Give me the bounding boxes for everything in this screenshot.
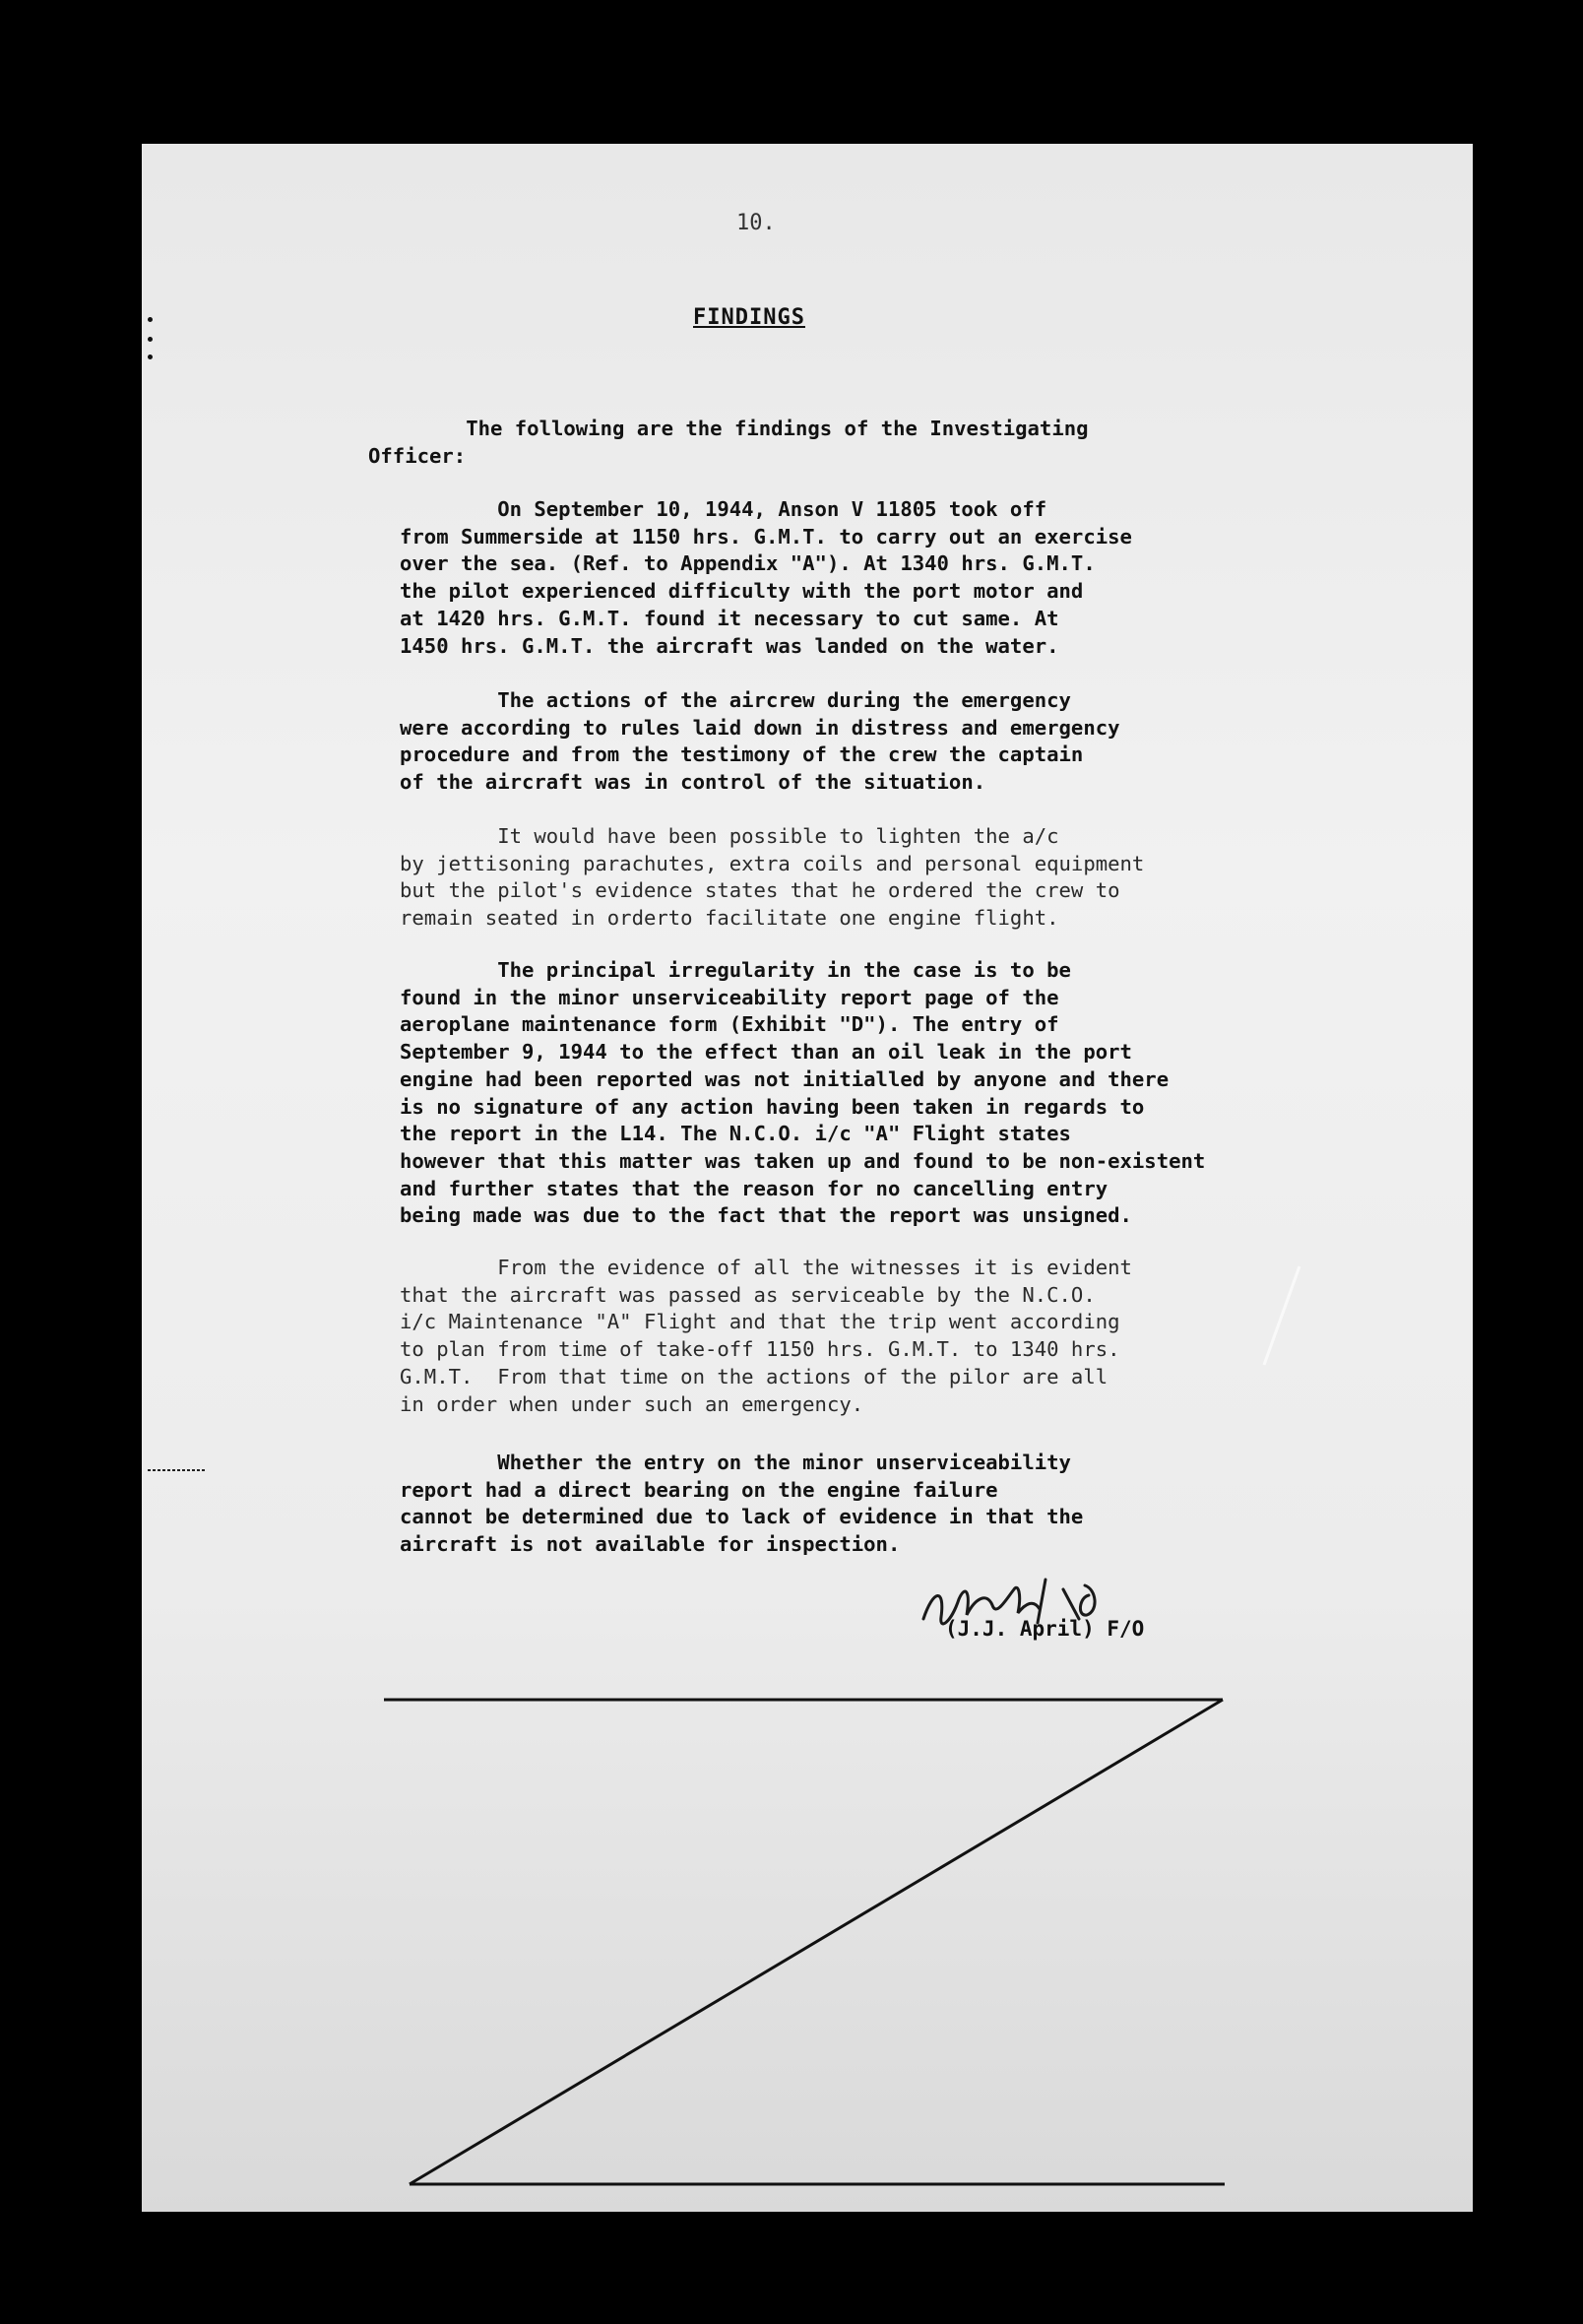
- jettison-paragraph: It would have been possible to lighten the a/c by jettisoning parachutes, extra coils and personal equipment but the pilot's evidence states that he ordered the crew to remain seated in orderto facilitate one engine flight.: [400, 824, 1145, 931]
- evidence-paragraph: From the evidence of all the witnesses it is evident that the aircraft was passed as serviceable by the N.C.O. i/c Maintenance "A" Flight and that the trip went according to plan from time of take-off 1150 hrs. G.M.T. to 1340 hrs. G.M.T. From that time on the actions of the pilor are all in order when under such an emergency.: [400, 1256, 1132, 1416]
- aircrew-actions-paragraph: The actions of the aircrew during the emergency were according to rules laid down in distress and emergency procedure and from the testimony of the crew the captain of the aircraft was in control of the situation.: [400, 688, 1120, 795]
- conclusion-paragraph: Whether the entry on the minor unserviceability report had a direct bearing on the engine failure cannot be determined due to lack of evidence in that the aircraft is not available for inspection.: [400, 1451, 1084, 1557]
- irregularity-paragraph: The principal irregularity in the case is to be found in the minor unserviceability report page of the aeroplane maintenance form (Exhibit "D"). The entry of September 9, 1944 to the effect than an oil leak in the port engine had been reported was not initialled by anyone and there is no signature of any action having been taken in regards to the report in the L14. The N.C.O. i/c "A" Flight states however that this matter was taken up and found to be non-existent and further states that the reason for no cancelling entry being made was due to the fact that the report was unsigned.: [400, 958, 1206, 1228]
- signature-caption: (J.J. April) F/O: [945, 1617, 1145, 1641]
- punch-hole: [116, 97, 154, 134]
- intro-paragraph: The following are the findings of the Investigating Officer:: [368, 417, 1089, 468]
- page-title: FINDINGS: [693, 305, 805, 330]
- incident-paragraph: On September 10, 1944, Anson V 11805 took off from Summerside at 1150 hrs. G.M.T. to carry out an exercise over the sea. (Ref. to Appendix "A"). At 1340 hrs. G.M.T. the pilot experienced difficulty with the port motor and at 1420 hrs. G.M.T. found it necessary to cut same. At 1450 hrs. G.M.T. the aircraft was landed on the water.: [400, 497, 1132, 658]
- closing-z-mark: [142, 144, 1473, 2212]
- document-page: [142, 144, 1473, 2212]
- page-number: 10.: [736, 211, 776, 235]
